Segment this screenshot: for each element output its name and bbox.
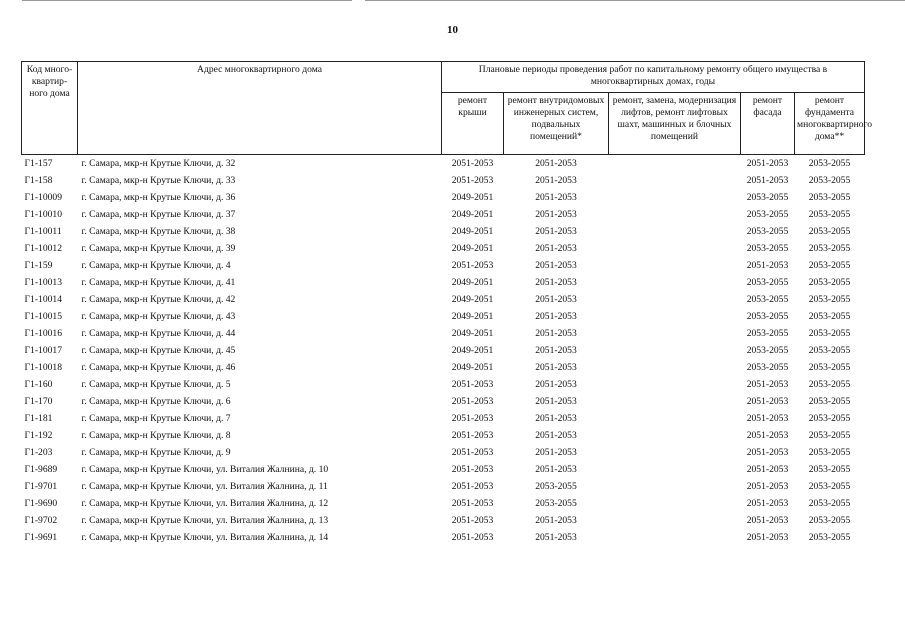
cell-roof: 2051-2053 <box>451 480 494 492</box>
cell-engineering: 2051-2053 <box>535 242 577 254</box>
table-row <box>22 189 865 206</box>
cell-code: Г1-203 <box>24 446 53 458</box>
cell-facade: 2051-2053 <box>746 463 789 475</box>
cell-code: Г1-10015 <box>24 310 63 322</box>
cell-foundation: 2053-2055 <box>808 395 851 407</box>
cell-foundation: 2053-2055 <box>808 412 851 424</box>
cell-engineering: 2051-2053 <box>535 361 577 373</box>
cell-engineering: 2051-2053 <box>535 191 577 203</box>
cell-address: г. Самара, мкр-н Крутые Ключи, д. 37 <box>81 208 236 220</box>
cell-facade: 2051-2053 <box>746 259 789 271</box>
cell-engineering: 2051-2053 <box>535 395 577 407</box>
cell-roof: 2051-2053 <box>451 531 494 543</box>
cell-engineering: 2051-2053 <box>535 327 577 339</box>
cell-elevators <box>609 512 741 529</box>
table-row <box>22 206 865 223</box>
cell-foundation: 2053-2055 <box>808 157 851 169</box>
cell-address: г. Самара, мкр-н Крутые Ключи, д. 8 <box>81 429 231 441</box>
cell-facade: 2053-2055 <box>746 344 789 356</box>
cell-foundation: 2053-2055 <box>808 276 851 288</box>
cell-roof: 2051-2053 <box>451 429 494 441</box>
cell-foundation: 2053-2055 <box>808 497 851 509</box>
cell-engineering: 2051-2053 <box>535 412 577 424</box>
cell-facade: 2051-2053 <box>746 412 789 424</box>
cell-address: г. Самара, мкр-н Крутые Ключи, д. 38 <box>81 225 236 237</box>
cell-address: г. Самара, мкр-н Крутые Ключи, д. 7 <box>81 412 231 424</box>
cell-address: г. Самара, мкр-н Крутые Ключи, ул. Виталия Жалнина, д. 13 <box>81 514 329 526</box>
cell-engineering: 2051-2053 <box>535 514 577 526</box>
capital-repair-table <box>21 61 873 546</box>
table-body <box>22 155 865 547</box>
cell-foundation: 2053-2055 <box>808 480 851 492</box>
cell-roof: 2051-2053 <box>451 463 494 475</box>
cell-elevators <box>609 189 741 206</box>
header-address: Адрес многоквартирного дома <box>78 62 442 155</box>
table-row <box>22 257 865 274</box>
header-elevators: ремонт, замена, модернизация лифтов, ремонт лифтовых шахт, машинных и блочных помещений <box>609 93 741 155</box>
cell-elevators <box>609 427 741 444</box>
cell-engineering: 2051-2053 <box>535 208 577 220</box>
cell-foundation: 2053-2055 <box>808 225 851 237</box>
cell-code: Г1-9691 <box>24 531 58 543</box>
cell-facade: 2053-2055 <box>746 293 789 305</box>
cell-foundation: 2053-2055 <box>808 293 851 305</box>
cell-elevators <box>609 206 741 223</box>
cell-elevators <box>609 223 741 240</box>
header-periods: Плановые периоды проведения работ по капитальному ремонту общего имущества в многоквартирных домах, годы <box>442 62 865 93</box>
cell-elevators <box>609 172 741 189</box>
cell-roof: 2051-2053 <box>451 395 494 407</box>
cell-engineering: 2051-2053 <box>535 157 577 169</box>
cell-engineering: 2051-2053 <box>535 378 577 390</box>
cell-facade: 2053-2055 <box>746 208 789 220</box>
cell-facade: 2053-2055 <box>746 242 789 254</box>
cell-elevators <box>609 274 741 291</box>
table-row <box>22 359 865 376</box>
page-number: 10 <box>447 24 458 36</box>
cell-foundation: 2053-2055 <box>808 191 851 203</box>
header-roof: ремонт крыши <box>442 93 504 155</box>
cell-elevators <box>609 410 741 427</box>
cell-elevators <box>609 308 741 325</box>
cell-roof: 2049-2051 <box>451 225 494 237</box>
cell-elevators <box>609 257 741 274</box>
cell-roof: 2049-2051 <box>451 276 494 288</box>
cell-elevators <box>609 342 741 359</box>
cell-foundation: 2053-2055 <box>808 429 851 441</box>
cell-code: Г1-9701 <box>24 480 58 492</box>
cell-facade: 2051-2053 <box>746 395 789 407</box>
cell-engineering: 2051-2053 <box>535 446 577 458</box>
cell-facade: 2051-2053 <box>746 531 789 543</box>
cell-code: Г1-10016 <box>24 327 63 339</box>
cell-elevators <box>609 393 741 410</box>
cell-address: г. Самара, мкр-н Крутые Ключи, д. 41 <box>81 276 236 288</box>
cell-address: г. Самара, мкр-н Крутые Ключи, д. 44 <box>81 327 236 339</box>
cell-address: г. Самара, мкр-н Крутые Ключи, д. 46 <box>81 361 236 373</box>
cell-code: Г1-160 <box>24 378 53 390</box>
cell-facade: 2051-2053 <box>746 480 789 492</box>
cell-elevators <box>609 240 741 257</box>
cell-address: г. Самара, мкр-н Крутые Ключи, д. 5 <box>81 378 231 390</box>
cell-engineering: 2051-2053 <box>535 276 577 288</box>
cell-foundation: 2053-2055 <box>808 463 851 475</box>
table-row <box>22 495 865 512</box>
cell-facade: 2053-2055 <box>746 327 789 339</box>
cell-foundation: 2053-2055 <box>808 531 851 543</box>
table-row <box>22 376 865 393</box>
cell-roof: 2051-2053 <box>451 157 494 169</box>
cell-foundation: 2053-2055 <box>808 361 851 373</box>
cell-facade: 2051-2053 <box>746 429 789 441</box>
top-rule-left <box>22 0 352 1</box>
cell-facade: 2053-2055 <box>746 310 789 322</box>
cell-code: Г1-9690 <box>24 497 58 509</box>
cell-code: Г1-10018 <box>24 361 63 373</box>
cell-roof: 2049-2051 <box>451 344 494 356</box>
table-row <box>22 291 865 308</box>
cell-engineering: 2051-2053 <box>535 174 577 186</box>
cell-roof: 2051-2053 <box>451 514 494 526</box>
cell-address: г. Самара, мкр-н Крутые Ключи, д. 42 <box>81 293 236 305</box>
cell-engineering: 2051-2053 <box>535 310 577 322</box>
cell-address: г. Самара, мкр-н Крутые Ключи, ул. Виталия Жалнина, д. 10 <box>81 463 329 475</box>
cell-elevators <box>609 478 741 495</box>
cell-facade: 2051-2053 <box>746 446 789 458</box>
cell-address: г. Самара, мкр-н Крутые Ключи, д. 9 <box>81 446 231 458</box>
table-row <box>22 512 865 529</box>
cell-foundation: 2053-2055 <box>808 446 851 458</box>
cell-elevators <box>609 444 741 461</box>
cell-facade: 2051-2053 <box>746 157 789 169</box>
cell-foundation: 2053-2055 <box>808 344 851 356</box>
cell-roof: 2051-2053 <box>451 174 494 186</box>
cell-address: г. Самара, мкр-н Крутые Ключи, д. 39 <box>81 242 236 254</box>
cell-code: Г1-10009 <box>24 191 63 203</box>
cell-engineering: 2051-2053 <box>535 463 577 475</box>
table-row <box>22 325 865 342</box>
cell-foundation: 2053-2055 <box>808 514 851 526</box>
cell-foundation: 2053-2055 <box>808 259 851 271</box>
cell-foundation: 2053-2055 <box>808 378 851 390</box>
cell-code: Г1-9689 <box>24 463 58 475</box>
cell-address: г. Самара, мкр-н Крутые Ключи, д. 6 <box>81 395 231 407</box>
cell-address: г. Самара, мкр-н Крутые Ключи, д. 4 <box>81 259 231 271</box>
cell-facade: 2051-2053 <box>746 514 789 526</box>
cell-address: г. Самара, мкр-н Крутые Ключи, ул. Виталия Жалнина, д. 14 <box>81 531 329 543</box>
cell-engineering: 2051-2053 <box>535 344 577 356</box>
cell-address: г. Самара, мкр-н Крутые Ключи, ул. Виталия Жалнина, д. 12 <box>81 497 329 509</box>
table-row <box>22 342 865 359</box>
table-row <box>22 308 865 325</box>
cell-roof: 2049-2051 <box>451 208 494 220</box>
table-row <box>22 427 865 444</box>
table-row <box>22 478 865 495</box>
cell-foundation: 2053-2055 <box>808 242 851 254</box>
cell-facade: 2053-2055 <box>746 191 789 203</box>
cell-facade: 2051-2053 <box>746 497 789 509</box>
cell-roof: 2051-2053 <box>451 446 494 458</box>
cell-roof: 2049-2051 <box>451 310 494 322</box>
table-row <box>22 172 865 189</box>
cell-address: г. Самара, мкр-н Крутые Ключи, ул. Виталия Жалнина, д. 11 <box>81 480 328 492</box>
table-row <box>22 240 865 257</box>
cell-foundation: 2053-2055 <box>808 174 851 186</box>
cell-engineering: 2051-2053 <box>535 293 577 305</box>
cell-roof: 2051-2053 <box>451 412 494 424</box>
cell-address: г. Самара, мкр-н Крутые Ключи, д. 33 <box>81 174 236 186</box>
cell-elevators <box>609 495 741 512</box>
cell-roof: 2049-2051 <box>451 293 494 305</box>
cell-code: Г1-181 <box>24 412 53 424</box>
cell-address: г. Самара, мкр-н Крутые Ключи, д. 43 <box>81 310 236 322</box>
cell-roof: 2051-2053 <box>451 259 494 271</box>
header-engineering: ремонт внутридомовых инженерных систем, подвальных помещений* <box>504 93 609 155</box>
cell-code: Г1-10013 <box>24 276 63 288</box>
cell-address: г. Самара, мкр-н Крутые Ключи, д. 32 <box>81 157 236 169</box>
cell-code: Г1-10010 <box>24 208 63 220</box>
cell-address: г. Самара, мкр-н Крутые Ключи, д. 36 <box>81 191 236 203</box>
cell-code: Г1-170 <box>24 395 53 407</box>
cell-elevators <box>609 359 741 376</box>
cell-code: Г1-10011 <box>24 225 62 237</box>
cell-code: Г1-192 <box>24 429 53 441</box>
cell-foundation: 2053-2055 <box>808 327 851 339</box>
cell-elevators <box>609 291 741 308</box>
cell-foundation: 2053-2055 <box>808 310 851 322</box>
cell-engineering: 2053-2055 <box>535 497 577 509</box>
cell-code: Г1-10014 <box>24 293 63 305</box>
table-row <box>22 410 865 427</box>
cell-elevators <box>609 376 741 393</box>
cell-roof: 2051-2053 <box>451 497 494 509</box>
cell-facade: 2051-2053 <box>746 378 789 390</box>
cell-elevators <box>609 155 741 173</box>
cell-elevators <box>609 461 741 478</box>
cell-address: г. Самара, мкр-н Крутые Ключи, д. 45 <box>81 344 236 356</box>
cell-roof: 2051-2053 <box>451 378 494 390</box>
cell-code: Г1-157 <box>24 157 53 169</box>
cell-elevators <box>609 325 741 342</box>
header-facade: ремонт фасада <box>741 93 795 155</box>
cell-engineering: 2051-2053 <box>535 259 577 271</box>
table-row <box>22 461 865 478</box>
header-foundation: ремонт фундамента многоквартирного дома** <box>795 93 865 155</box>
cell-code: Г1-10012 <box>24 242 63 254</box>
cell-facade: 2053-2055 <box>746 276 789 288</box>
table-row <box>22 155 865 173</box>
cell-code: Г1-10017 <box>24 344 63 356</box>
header-code: Код много-квартир-ного дома <box>22 62 78 155</box>
table-row <box>22 444 865 461</box>
top-rule-right <box>365 0 905 1</box>
cell-roof: 2049-2051 <box>451 361 494 373</box>
table-row <box>22 274 865 291</box>
cell-roof: 2049-2051 <box>451 242 494 254</box>
cell-foundation: 2053-2055 <box>808 208 851 220</box>
cell-engineering: 2051-2053 <box>535 429 577 441</box>
table-row <box>22 529 865 546</box>
table-row <box>22 223 865 240</box>
cell-facade: 2053-2055 <box>746 361 789 373</box>
cell-engineering: 2051-2053 <box>535 225 577 237</box>
cell-engineering: 2053-2055 <box>535 480 577 492</box>
cell-facade: 2053-2055 <box>746 225 789 237</box>
cell-code: Г1-158 <box>24 174 53 186</box>
cell-code: Г1-159 <box>24 259 53 271</box>
cell-code: Г1-9702 <box>24 514 58 526</box>
cell-facade: 2051-2053 <box>746 174 789 186</box>
cell-elevators <box>609 529 741 546</box>
table-row <box>22 393 865 410</box>
cell-roof: 2049-2051 <box>451 191 494 203</box>
cell-roof: 2049-2051 <box>451 327 494 339</box>
cell-engineering: 2051-2053 <box>535 531 577 543</box>
